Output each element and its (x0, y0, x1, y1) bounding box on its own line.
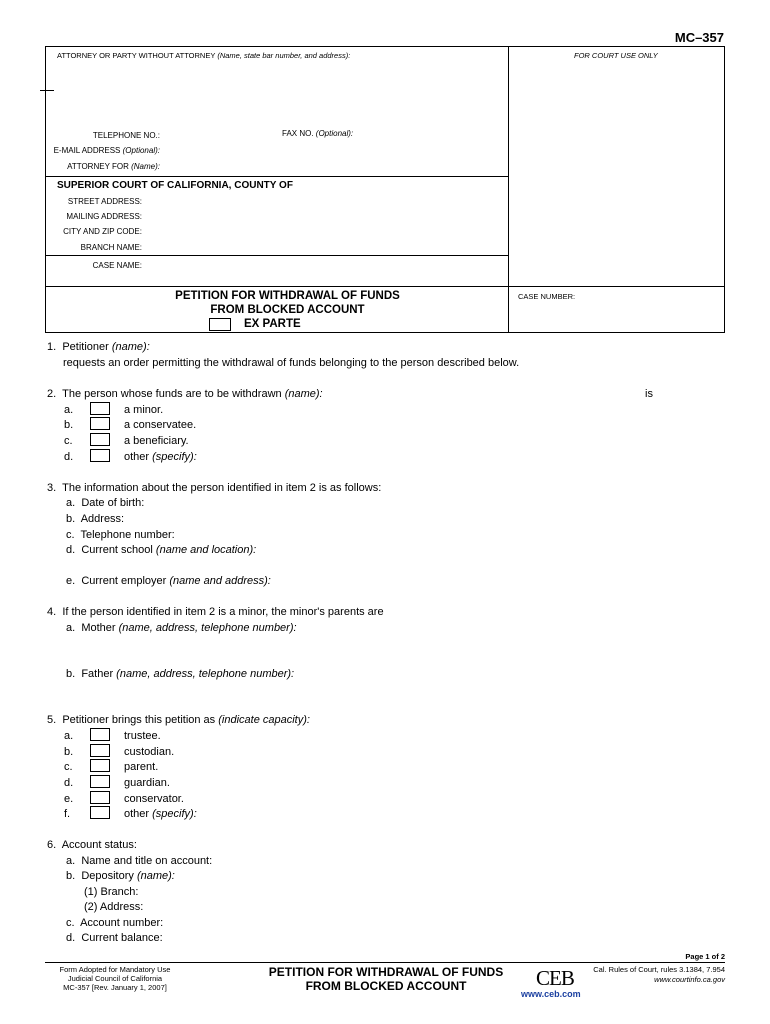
ceb-logo: CEB (536, 966, 574, 990)
case-number-label: CASE NUMBER: (518, 292, 576, 301)
item-5c-checkbox[interactable] (90, 759, 110, 772)
item-2d-letter: d. (64, 451, 74, 463)
adopted-block (40, 965, 190, 992)
item-3d: d. Current school (name and location): (66, 544, 257, 556)
adopted-line2: Judicial Council of California (67, 974, 163, 983)
adopted-line1: Form Adopted for Mandatory Use (59, 965, 171, 974)
item-4a: a. Mother (name, address, telephone number): (66, 622, 297, 634)
item-5d-text: guardian. (124, 777, 170, 789)
item-2c-text: a beneficiary. (124, 435, 189, 447)
city-label: CITY AND ZIP CODE: (63, 227, 142, 236)
item-5e-letter: e. (64, 793, 74, 805)
item-2c-checkbox[interactable] (90, 433, 110, 446)
item-3b: b. Address: (66, 513, 125, 525)
item-6b: b. Depository (name): (66, 870, 175, 882)
item-3a: a. Date of birth: (66, 497, 145, 509)
item-5d-letter: d. (64, 777, 74, 789)
item-1: 1. Petitioner (name): (47, 341, 150, 353)
form-title-line3: EX PARTE (244, 318, 301, 330)
item-2: 2. The person whose funds are to be withdrawn (name): (47, 388, 323, 400)
attorney-for-label: ATTORNEY FOR (Name): (67, 162, 160, 171)
item-1-sub: requests an order permitting the withdrawal of funds belonging to the person described below. (63, 357, 520, 369)
rules-text: Cal. Rules of Court, rules 3.1384, 7.954 (593, 965, 725, 974)
item-6b1: (1) Branch: (84, 886, 139, 898)
footer-title-line1: PETITION FOR WITHDRAWAL OF FUNDS (268, 965, 504, 979)
item-4: 4. If the person identified in item 2 is a minor, the minor's parents are (47, 606, 384, 618)
rules-block (593, 965, 725, 985)
fax-label: FAX NO. (Optional): (282, 129, 354, 138)
item-2c-letter: c. (64, 435, 73, 447)
item-5c-text: parent. (124, 761, 159, 773)
item-5a-checkbox[interactable] (90, 728, 110, 741)
item-5f-letter: f. (64, 808, 71, 820)
item-2a-text: a minor. (124, 404, 164, 416)
item-5b-checkbox[interactable] (90, 744, 110, 757)
title-divider (45, 286, 725, 287)
item-3c: c. Telephone number: (66, 529, 175, 541)
item-5b-letter: b. (64, 746, 74, 758)
item-3: 3. The information about the person identified in item 2 is as follows: (47, 482, 382, 494)
adopted-line3: MC-357 [Rev. January 1, 2007] (63, 983, 167, 992)
item-2d-text: other (specify): (124, 451, 197, 463)
ex-parte-checkbox[interactable] (209, 318, 231, 331)
caption-divider (508, 46, 509, 333)
court-title: SUPERIOR COURT OF CALIFORNIA, COUNTY OF (57, 180, 293, 191)
item-5e-text: conservator. (124, 793, 184, 805)
item-5a-letter: a. (64, 730, 74, 742)
item-6c: c. Account number: (66, 917, 164, 929)
item-2b-checkbox[interactable] (90, 417, 110, 430)
street-label: STREET ADDRESS: (67, 197, 142, 206)
item-4b: b. Father (name, address, telephone number): (66, 668, 295, 680)
case-name-label: CASE NAME: (92, 261, 142, 270)
item-2a-checkbox[interactable] (90, 402, 110, 415)
margin-mark (40, 90, 54, 91)
item-5: 5. Petitioner brings this petition as (indicate capacity): (47, 714, 310, 726)
item-6b2: (2) Address: (84, 901, 144, 913)
item-2b-letter: b. (64, 419, 74, 431)
item-5a-text: trustee. (124, 730, 161, 742)
email-label: E-MAIL ADDRESS (Optional): (53, 146, 160, 155)
footer-title-line2: FROM BLOCKED ACCOUNT (305, 979, 467, 993)
item-5d-checkbox[interactable] (90, 775, 110, 788)
item-5b-text: custodian. (124, 746, 175, 758)
branch-label: BRANCH NAME: (80, 243, 142, 252)
item-2d-checkbox[interactable] (90, 449, 110, 462)
footer-rule (45, 962, 725, 963)
ceb-url-link[interactable]: www.ceb.com (521, 989, 581, 999)
form-title-line2: FROM BLOCKED ACCOUNT (210, 304, 365, 316)
attorney-label: ATTORNEY OR PARTY WITHOUT ATTORNEY (Name, state bar number, and address): (57, 51, 351, 60)
form-number: MC–357 (674, 30, 724, 45)
courtinfo-link[interactable]: www.courtinfo.ca.gov (654, 975, 725, 984)
item-6a: a. Name and title on account: (66, 855, 213, 867)
page-number: Page 1 of 2 (685, 952, 725, 961)
item-2b-text: a conservatee. (124, 419, 197, 431)
item-2-is: is (645, 388, 653, 400)
item-5f-text: other (specify): (124, 808, 197, 820)
case-name-divider (45, 255, 509, 256)
item-5e-checkbox[interactable] (90, 791, 110, 804)
footer-title (236, 965, 536, 993)
item-6: 6. Account status: (47, 839, 137, 851)
court-divider (45, 176, 509, 177)
item-6d: d. Current balance: (66, 932, 163, 944)
item-2a-letter: a. (64, 404, 74, 416)
telephone-label: TELEPHONE NO.: (92, 131, 160, 140)
mailing-label: MAILING ADDRESS: (66, 212, 142, 221)
item-5f-checkbox[interactable] (90, 806, 110, 819)
item-5c-letter: c. (64, 761, 73, 773)
court-use-label: FOR COURT USE ONLY (574, 51, 658, 60)
item-3e: e. Current employer (name and address): (66, 575, 271, 587)
form-title-line1: PETITION FOR WITHDRAWAL OF FUNDS (175, 290, 400, 302)
